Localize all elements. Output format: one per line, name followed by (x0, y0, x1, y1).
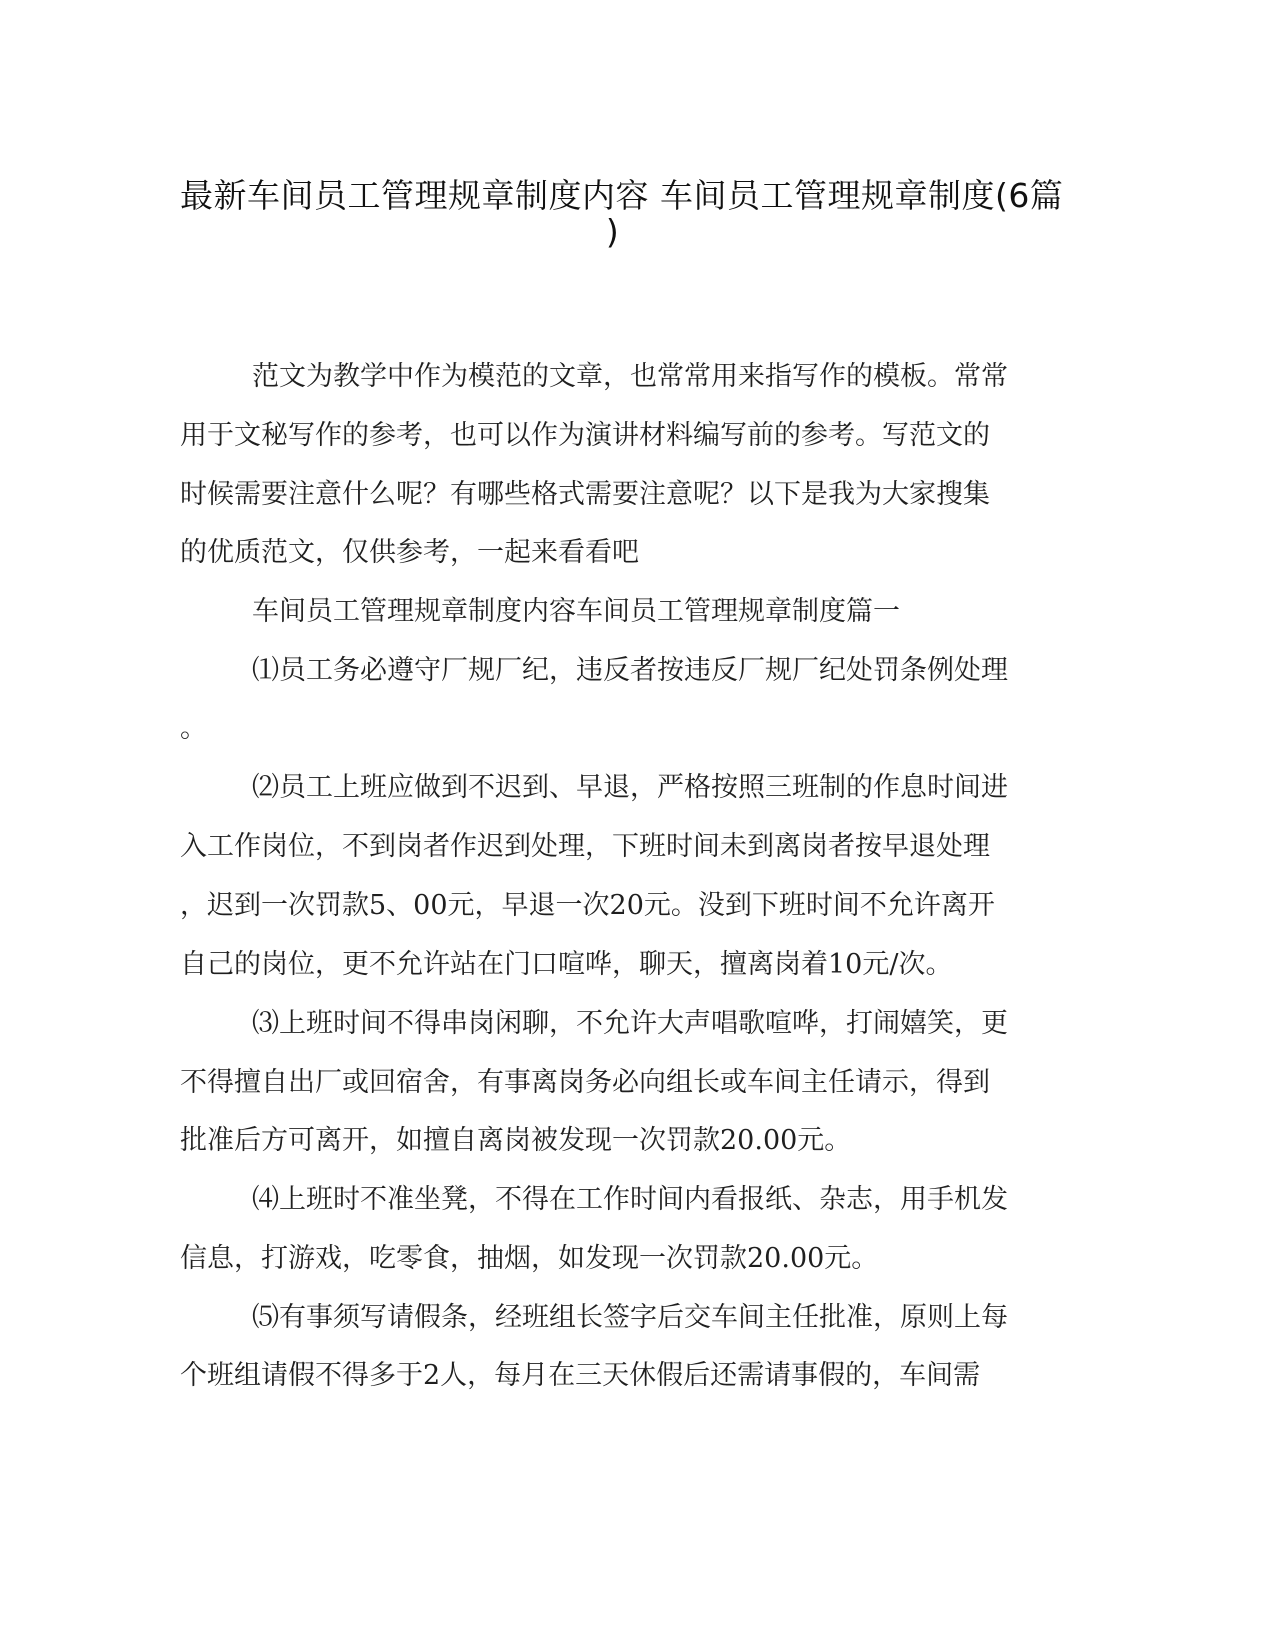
text-line: 不得擅自出厂或回宿舍，有事离岗务必向组长或车间主任请示，得到 (180, 1067, 990, 1098)
text-line: ⑶上班时间不得串岗闲聊，不允许大声唱歌喧哗，打闹嬉笑，更 (252, 1008, 1008, 1039)
text-line: ，迟到一次罚款5、00元，早退一次20元。没到下班时间不允许离开 (180, 890, 995, 921)
text-line: ⑷上班时不准坐凳，不得在工作时间内看报纸、杂志，用手机发 (252, 1184, 1008, 1215)
title-line: ) (605, 212, 620, 251)
text-line: ⑸有事须写请假条，经班组长签字后交车间主任批准，原则上每 (252, 1302, 1008, 1333)
text-line: 。 (180, 713, 207, 744)
title-line: 最新车间员工管理规章制度内容 车间员工管理规章制度(6篇 (180, 176, 1064, 215)
text-line: 自己的岗位，更不允许站在门口喧哗，聊天，擅离岗着10元/次。 (180, 949, 953, 980)
text-line: 用于文秘写作的参考，也可以作为演讲材料编写前的参考。写范文的 (180, 420, 990, 451)
text-line: 入工作岗位，不到岗者作迟到处理，下班时间未到离岗者按早退处理 (180, 831, 990, 862)
text-line: ⑴员工务必遵守厂规厂纪，违反者按违反厂规厂纪处罚条例处理 (252, 655, 1008, 686)
text-line: 时候需要注意什么呢？有哪些格式需要注意呢？以下是我为大家搜集 (180, 479, 990, 510)
text-line: ⑵员工上班应做到不迟到、早退，严格按照三班制的作息时间进 (252, 772, 1008, 803)
text-line: 的优质范文，仅供参考，一起来看看吧 (180, 537, 639, 568)
section-heading: 车间员工管理规章制度内容车间员工管理规章制度篇一 (252, 596, 900, 627)
text-line: 信息，打游戏，吃零食，抽烟，如发现一次罚款20.00元。 (180, 1243, 879, 1274)
text-line: 范文为教学中作为模范的文章，也常常用来指写作的模板。常常 (252, 361, 1008, 392)
text-line: 个班组请假不得多于2人，每月在三天休假后还需请事假的，车间需 (180, 1360, 981, 1391)
text-line: 批准后方可离开，如擅自离岗被发现一次罚款20.00元。 (180, 1125, 852, 1156)
document-title (180, 178, 1080, 250)
